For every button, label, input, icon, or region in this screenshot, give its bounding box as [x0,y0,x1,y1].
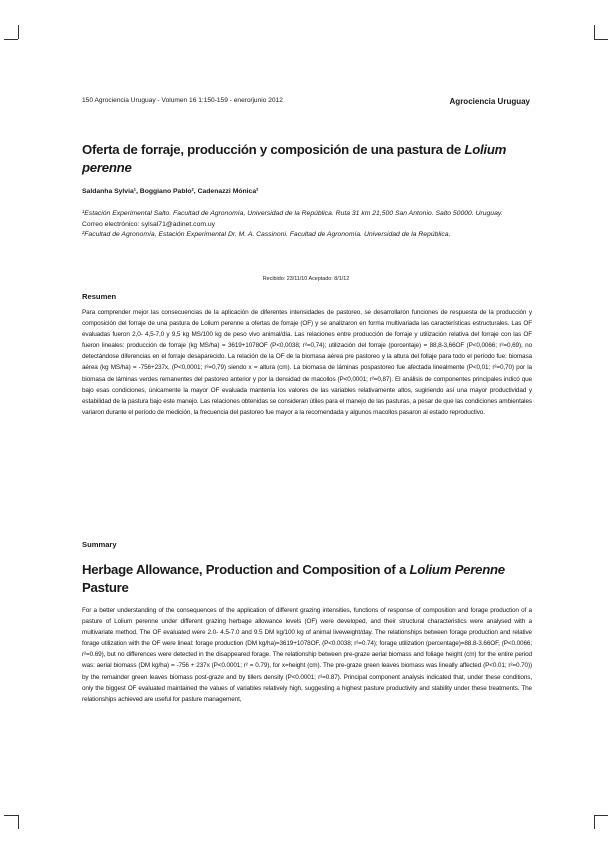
affiliations [82,209,532,241]
article-title [82,141,532,177]
summary-title-text: Herbage Allowance, Production and Composition of a [82,562,410,577]
summary-title [82,561,532,597]
affiliation-2: ²Facultad de Agronomía, Estación Experimental Dr. M. A. Cassinoni. Facultad de Agronomía. Universidad de la República. [82,231,451,239]
affiliation-1: ¹Estación Experimental Salto. Facultad de Agronomía, Universidad de la República. Ruta 31 km 21,500 San Antonio. Salto 50000. Uruguay. [82,210,503,217]
authors: Saldanha Sylvia¹, Boggiano Pablo², Cadenazzi Mónica² [82,188,259,195]
title-species: Lolium perenne [82,142,507,175]
resumen-text: Para comprender mejor las consecuencias de la aplicación de diferentes intensidades de pastoreo, se desarrollaron funciones de respuesta de la producción y composición del forraje de una pastura de Lolium perenne a ofertas de forraje (OF) y se analizaron en forma multivariada las características estructurales. Las OF evaluadas fueron 2,0- 4,5-7,0 y 9,5 kg MS/100 kg de peso vivo animal/día. Las relaciones entre producción de forraje y utilización relativa del forraje con las OF fueron lineales: producción de forraje (kg MS/ha) = 3619+1078OF (P<0,0038; r²=0,74); utilización del forraje (porcentaje) = 88,8-3,66OF (P<0,0066; r²=0,69), no detectándose diferencias en el forraje desaparecido. La relación de la OF de la biomasa aérea pre pastoreo y la altura del follaje para todo el período fue: biomasa aérea (kg MS/ha) = -756+237x, (P<0,0001; r²=0,79) siendo x = altura (cm). La biomasa de láminas pospastoreo fue afectada linealmente (P<0,01; r²=0,70) por la biomasa de láminas verdes remanentes del pastoreo anterior y por la densidad de macollos (P<0,0001; r²=0,87). El análisis de componentes principales indicó que bajo esas condiciones, únicamente la mayor OF evaluada mantenía los valores de las variables relativamente altos, sugiriendo así una mayor productividad y estabilidad de la pastura bajo este manejo. Las relaciones obtenidas se consideran útiles para el manejo de las pasturas, a pesar de que las condiciones ambientales variaron durante el período de medición, la frecuencia del pastoreo fue mayor a la recomendada y algunos macollos pasaron al estado reproductivo. [82,309,532,416]
crop-mark [594,25,595,39]
received-accepted-dates: Recibido: 23/11/10 Aceptado: 8/1/12 [262,276,350,282]
crop-mark [18,25,19,39]
summary-text: For a better understanding of the consequences of the application of different grazing intensities, functions of response of composition and forage production of a pasture of Lolium perenne under different grazing herbage allowance levels (OF) were developed, and their structural characteristics were analysed with a multivariate method. The OF evaluated were 2.0- 4.5-7.0 and 9.5 DM kg/100 kg of animal liveweight/day. The relationships between forage production and relative forage utilization with the OF were lineal: forage production (DM kg/ha)=3619+1078OF, (P<0.0038; r²=0.74); forage utilization (percentage)=88.8-3.66OF, (P<0.0066; r²=0.69), but no differences were detected in the disappeared forage. The relationship between pre-graze aerial biomass and foliage height (cm) for the entire period was: aerial biomass (DM kg/ha) = -756 + 237x (P<0.0001; r² = 0.79), for x=height (cm). The pre-graze green leaves biomass was lineally affected (P<0.01; r²=0.70)) by the remainder green leaves biomass post-graze and by tillers density (P<0.0001; r²=0.87). Principal component analysis indicated that, under these conditions, only the biggest OF evaluated maintained the values of variables relatively high, suggesting a highest pasture productivity and stability under these treatments. The relationships achieved are useful for pasture management, [82,607,532,703]
crop-mark [594,39,608,40]
crop-mark [4,39,18,40]
summary-title-end: Pasture [82,580,129,595]
summary-title-species: Lolium Perenne [409,562,505,577]
running-header [82,97,530,106]
header-citation: 150 Agrociencia Uruguay - Volumen 16 1:150-159 - enero/junio 2012 [82,97,283,104]
crop-mark [4,815,18,816]
summary-heading: Summary [82,540,117,549]
header-journal: Agrociencia Uruguay [449,97,530,106]
crop-mark [594,815,608,816]
email: Correo electrónico: sylsal71@adinet.com.uy [82,220,216,228]
title-text: Oferta de forraje, producción y composición de una pastura de [82,142,465,157]
resumen-heading: Resumen [82,292,117,301]
crop-mark [18,815,19,829]
crop-mark [594,815,595,829]
